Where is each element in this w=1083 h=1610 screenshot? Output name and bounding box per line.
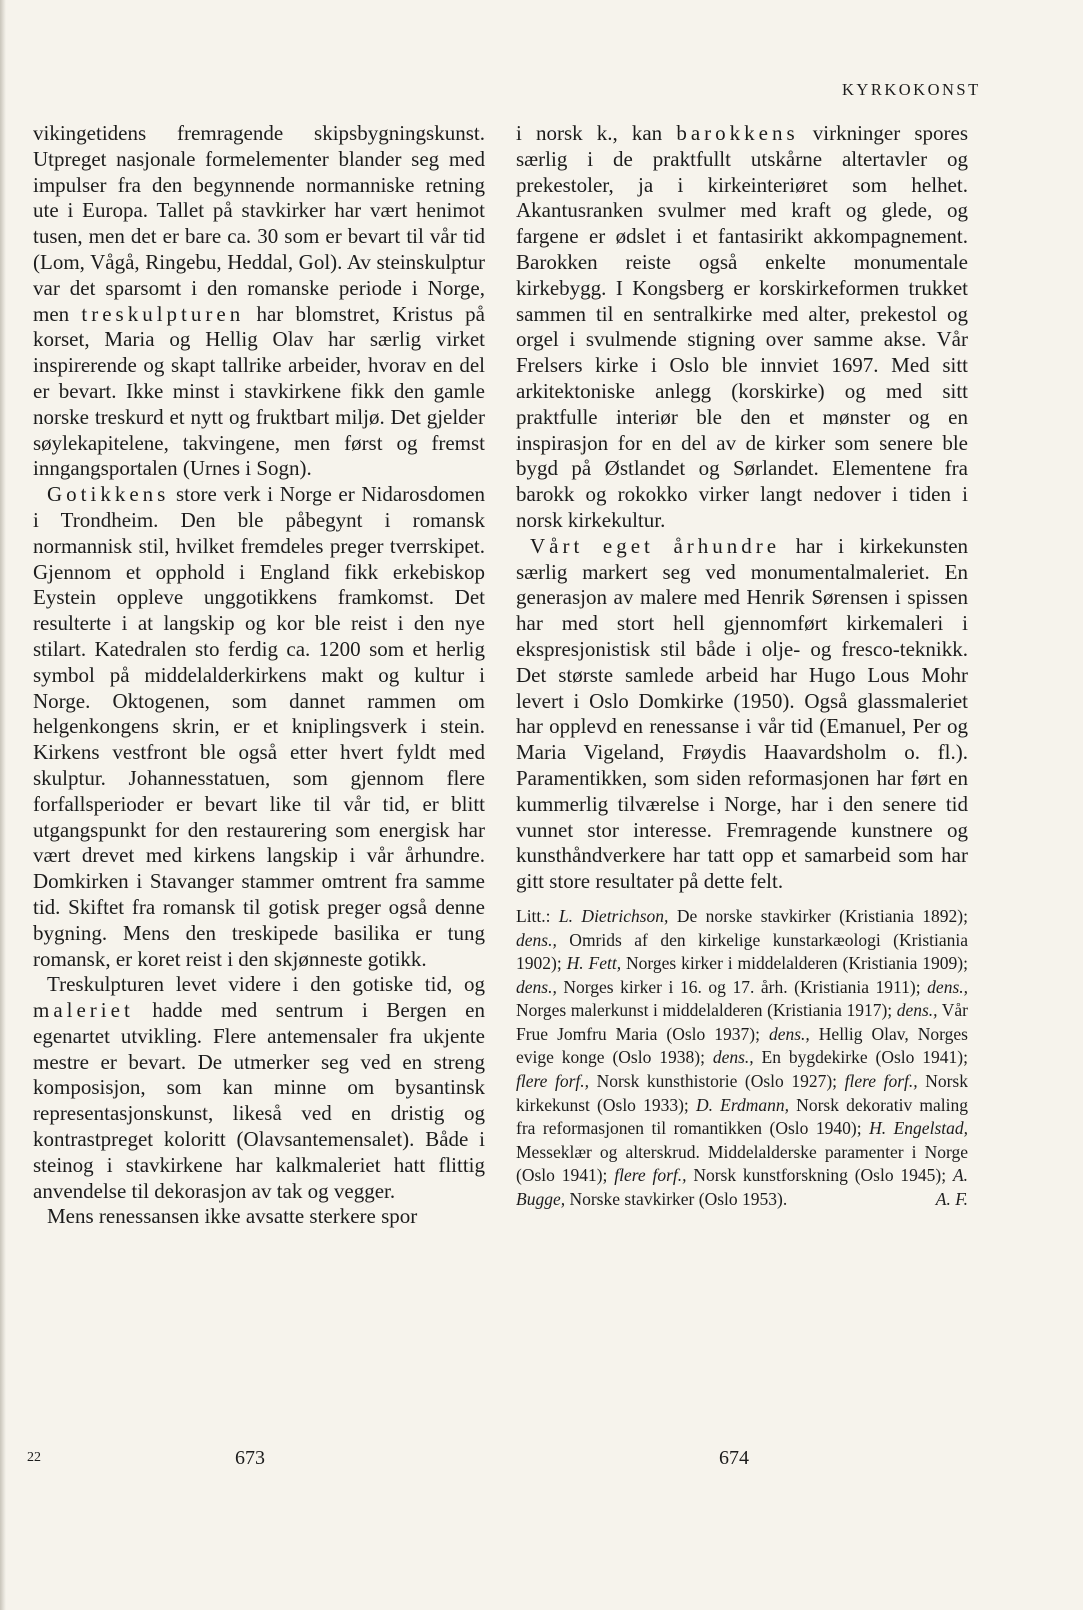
paragraph: Gotikkens store verk i Norge er Nidarosdomen i Trondheim. Den ble påbegynt i romansk normannisk stil, hvilket fremdeles preger tverrskipet. Gjennom et opphold i England fikk erkebiskop Eystein oppleve unggotikkens framkomst. Det resulterte i at langskip og kor ble reist i den nye stilart. Katedralen sto ferdig ca. 1200 som et herlig symbol på middelalderkirkens makt og kultur i Norge. Oktogenen, som dannet rammen om helgenkongens skrin, er et kniplingsverk i stein. Kirkens vestfront ble også etter hvert fyldt med skulptur. Johannesstatuen, som gjennom flere forfallsperioder er bevart like til vår tid, er blitt utgangspunkt for den restaurering som energisk har vært drevet med kirkens langskip i vår århundre. Domkirken i Stavanger stammer omtrent fra samme tid. Skiftet fra romansk til gotisk preger også denne bygning. Mens den treskipede basilika er tung romansk, er koret reist i den skjønneste gotikk. bbox=[33, 482, 485, 971]
paragraph: i norsk k., kan barokkens virkninger spores særlig i de praktfullt utskårne altertavler og prekestoler, ja i kirkeinteriøret som helhet. Akantusranken svulmer med kraft og glede, og fargene er ødslet i et fantasirikt akkompagnement. Barokken reiste også enkelte monumentale kirkebygg. I Kongsberg er korskirkeformen trukket sammen til en sentralkirke med alter, prekestol og orgel i svulmende stigning over samme akse. Vår Frelsers kirke i Oslo ble innviet 1697. Med sitt arkitektoniske anlegg (korskirke) og med sitt praktfulle interiør ble den et mønster og en inspirasjon for en del av de kirker som senere ble bygd på Østlandet og Sørlandet. Elementene fra barokk og rokokko virker langt nedover i tiden i norsk kirkekultur. bbox=[516, 121, 969, 532]
spaced-term: Gotikkens bbox=[47, 482, 170, 507]
page-number-right: 674 bbox=[719, 1447, 749, 1469]
paragraph: Vårt eget århundre har i kirkekunsten særlig markert seg ved monumentalmaleriet. En generasjon av malere med Henrik Sørensen i spissen har med stort hell gjennomført kirkemaleri i ekspresjonistisk stil både i olje- og fresco-teknikk. Det største samlede arbeid har Hugo Lous Mohr levert i Oslo Domkirke (1950). Også glassmaleriet har opplevd en renessanse i vår tid (Emanuel, Per og Maria Vigeland, Frøydis Haavardsholm o. fl.). Paramentikken, som siden reformasjonen har ført en kummerlig tilværelse i Norge, har i den senere tid vunnet stor interesse. Fremragende kunstnere og kunsthåndverkere har tatt opp et samarbeid som har gitt store resultater på dette felt. bbox=[516, 533, 969, 894]
spaced-term: treskulpturen bbox=[81, 301, 245, 326]
paragraph: Mens renessansen ikke avsatte sterkere spor bbox=[47, 1204, 418, 1229]
signature-number: 22 bbox=[27, 1450, 41, 1465]
spaced-term: Vårt eget århundre bbox=[530, 533, 781, 558]
author-initials: A. F. bbox=[935, 1189, 968, 1210]
page-number-left: 673 bbox=[235, 1447, 265, 1469]
spaced-term: barokkens bbox=[676, 121, 799, 145]
running-head: KYRKOKONST bbox=[842, 80, 981, 99]
right-column bbox=[516, 121, 968, 1212]
paragraph: Treskulpturen levet videre i den gotiske tid, og maleriet hadde med sentrum i Bergen en egenartet utvikling. Flere antemensaler fra ukjente mestre er bevart. De utmerker seg ved en streng komposisjon, som kan minne om bysantinsk representasjonskunst, likeså ved en dristig og kontrastpreget koloritt (Olavsantemensalet). Både i steinog i stavkirkene har kalkmaleriet hatt flittig anvendelse til dekorasjon av tak og vegger. bbox=[33, 972, 486, 1203]
spaced-term: maleriet bbox=[33, 998, 134, 1023]
literature-references: Litt.: L. Dietrichson, De norske stavkirker (Kristiania 1892); dens., Omrids af den kirkelige kunstarkæologi (Kristiania 1902); H. Fett, Norges kirker i middelalderen (Kristiania 1909); dens., Norges kirker i 16. og 17. årh. (Kristiania 1911); dens., Norges malerkunst i middelalderen (Kristiania 1917); dens., Vår Frue Jomfru Maria (Oslo 1937); dens., Hellig Olav, Norges evige konge (Oslo 1938); dens., En bygdekirke (Oslo 1941); flere forf., Norsk kunsthistorie (Oslo 1927); flere forf., Norsk kirkekunst (Oslo 1933); D. Erdmann, Norsk dekorativ maling fra reformasjonen til romantikken (Oslo 1940); H. Engelstad, Messeklær og alterskrud. Middelalderske paramenter i Norge (Oslo 1941); flere forf., Norsk kunstforskning (Oslo 1945); A. Bugge, Norske stavkirker (Oslo 1953). A. F. bbox=[516, 905, 968, 1212]
left-column bbox=[33, 121, 485, 1230]
paragraph: vikingetidens fremragende skipsbygningskunst. Utpreget nasjonale formelementer blander seg med impulser fra den begynnende normanniske retning ute i Europa. Tallet på stavkirker har vært henimot tusen, men det er bare ca. 30 som er bevart til vår tid (Lom, Vågå, Ringebu, Heddal, Gol). Av steinskulptur var det sparsomt i den romanske periode i Norge, men treskulpturen har blomstret, Kristus på korset, Maria og Hellig Olav har særlig virket inspirerende og skapt tallrike arbeider, hvorav en del er bevart. Ikke minst i stavkirkene fikk den gamle norske treskurd et nytt og fruktbart miljø. Det gjelder søylekapitelene, takvingene, men først og fremst inngangsportalen (Urnes i Sogn). bbox=[33, 121, 486, 481]
page-edge bbox=[0, 0, 6, 1610]
